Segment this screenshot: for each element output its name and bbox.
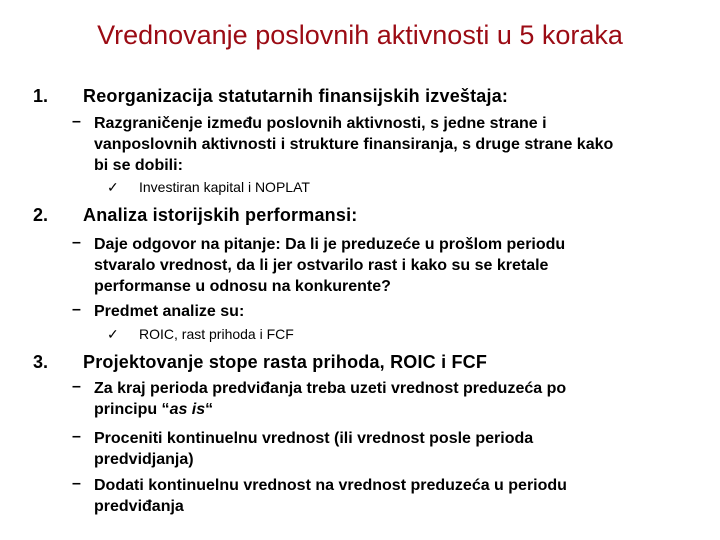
step-3-point-3-line-2: predviđanja xyxy=(94,498,184,515)
step-3-point-1-line-1: Za kraj perioda predviđanja treba uzeti vrednost preduzeća po xyxy=(94,380,567,397)
checkmark-icon: ✓ xyxy=(107,326,119,342)
checkmark-icon: ✓ xyxy=(107,179,119,195)
step-3-number: 3. xyxy=(33,352,49,372)
step-2-point-1-line-2: stvaralo vrednost, da li jer ostvarilo rast i kako su se kretale xyxy=(94,257,549,274)
step-1-heading: Reorganizacija statutarnih finansijskih izveštaja: xyxy=(83,86,509,106)
step-2-point-2-dash: – xyxy=(72,301,81,318)
step-2-heading: Analiza istorijskih performansi: xyxy=(83,205,358,225)
as-is-phrase: as is xyxy=(169,401,206,418)
step-2-point-1-line-3: performanse u odnosu na konkurente? xyxy=(94,278,391,295)
slide-title: Vrednovanje poslovnih aktivnosti u 5 koraka xyxy=(97,20,623,50)
step-1-point-1-line-3: bi se dobili: xyxy=(94,157,183,174)
step-1-point-1-line-1: Razgraničenje između poslovnih aktivnosti, s jedne strane i xyxy=(94,115,547,132)
close-quote: “ xyxy=(205,401,214,418)
step-3-point-3-line-1: Dodati kontinuelnu vrednost na vrednost preduzeća u periodu xyxy=(94,477,567,494)
step-3-point-2-line-1: Proceniti kontinuelnu vrednost (ili vrednost posle perioda xyxy=(94,430,534,447)
step-3-point-1-line-2 xyxy=(94,399,694,420)
step-1-point-1-dash: – xyxy=(72,113,81,130)
step-2-point-2 xyxy=(94,301,694,322)
open-quote: principu “ xyxy=(94,401,170,418)
step-2-point-1-line-1: Daje odgovor na pitanje: Da li je preduzeće u prošlom periodu xyxy=(94,236,566,253)
step-1-number: 1. xyxy=(33,86,49,106)
step-2-point-1-dash: – xyxy=(72,234,81,251)
step-3-point-3 xyxy=(94,475,694,517)
step-3-heading: Projektovanje stope rasta prihoda, ROIC i FCF xyxy=(83,352,488,372)
step-3-point-2 xyxy=(94,428,694,470)
step-2-number: 2. xyxy=(33,205,49,225)
step-3-point-1-dash: – xyxy=(72,378,81,395)
step-1-point-1-line-2: vanposlovnih aktivnosti i strukture finansiranja, s druge strane kako xyxy=(94,136,614,153)
step-2-point-2-line-1: Predmet analize su: xyxy=(94,303,245,320)
step-3-point-3-dash: – xyxy=(72,475,81,492)
step-2-point-1 xyxy=(94,234,694,297)
step-1-check-text: Investiran kapital i NOPLAT xyxy=(139,179,310,195)
step-2-check-text: ROIC, rast prihoda i FCF xyxy=(139,326,294,342)
step-1-point-1 xyxy=(94,113,694,176)
step-3-point-2-dash: – xyxy=(72,428,81,445)
step-3-point-2-line-2: predvidjanja) xyxy=(94,451,194,468)
step-3-point-1 xyxy=(94,378,694,420)
